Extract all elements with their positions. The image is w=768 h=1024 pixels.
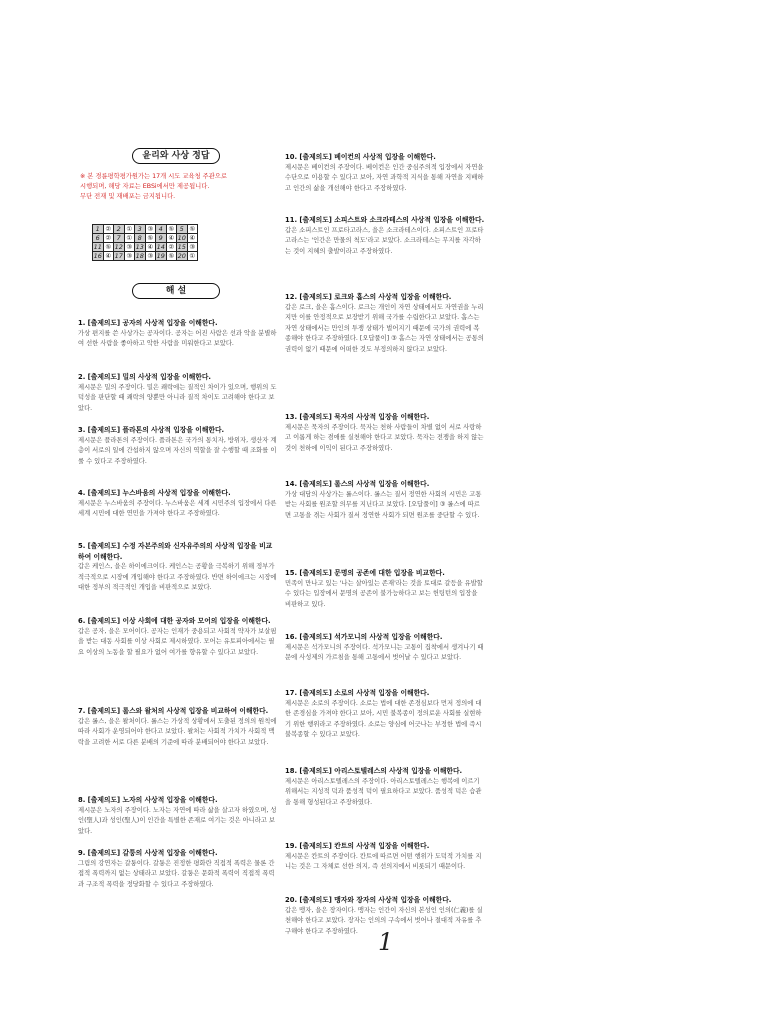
explanation-body: 제시문은 묵자의 주장이다. 묵자는 천하 사람들이 차별 없이 서로 사랑하고 이롭게 하는 겸애를 실천해야 한다고 보았다. 묵자는 전쟁을 하지 않는 것이 천하에 이익이 된다고 주장하였다.	[285, 423, 484, 452]
explanation-item	[78, 795, 278, 837]
answer-number: 3	[135, 225, 146, 234]
answer-choice: ①	[124, 234, 135, 243]
explanation-heading: 4. [출제의도] 누스바움의 사상적 입장을 이해한다.	[78, 489, 231, 497]
explanation-body: 제시문은 누스바움의 주장이다. 누스바움은 세계 시민주의 입장에서 다른 세계 시민에 대한 연민을 가져야 한다고 주장하였다.	[78, 499, 277, 517]
answer-row	[93, 243, 198, 252]
answer-number: 7	[114, 234, 125, 243]
explanation-item	[285, 688, 485, 741]
answer-choice: ⑤	[187, 225, 198, 234]
explanation-heading: 20. [출제의도] 맹자와 장자의 사상적 입장을 이해한다.	[285, 896, 452, 904]
answer-row	[93, 252, 198, 261]
explanation-body: 그림의 강연자는 갈퉁이다. 갈퉁은 진정한 평화란 직접적 폭력은 물론 간접적 폭력까지 없는 상태라고 보았다. 갈퉁은 문화적 폭력이 직접적 폭력과 구조적 폭력을 정당화할 수 있다고 주장하였다.	[78, 859, 275, 888]
answer-number: 9	[156, 234, 167, 243]
answer-choice: ②	[103, 234, 114, 243]
explanation-heading: 7. [출제의도] 롤스와 왈처의 사상적 입장을 비교하여 이해한다.	[78, 707, 269, 715]
explanation-item	[78, 541, 278, 594]
answer-choice: ④	[103, 252, 114, 261]
explanation-item	[285, 292, 485, 355]
explanation-item	[78, 372, 278, 414]
answer-choice: ⑤	[103, 243, 114, 252]
explanation-heading: 10. [출제의도] 베이컨의 사상적 입장을 이해한다.	[285, 153, 436, 161]
explanation-item	[285, 479, 485, 521]
explanation-body: 제시문은 소로의 주장이다. 소로는 법에 대한 존경심보다 먼저 정의에 대한 존경심을 가져야 한다고 보아, 시민 불복종이 정의로운 사회를 실현하기 위한 행위라고 주장하였다. 소로는 양심에 어긋나는 부정한 법에 즉시 불복종할 수 있다고 보았다.	[285, 699, 482, 738]
explanation-body: 갑은 소피스트인 프로타고라스, 을은 소크라테스이다. 소피스트인 프로타고라스는 '인간은 만물의 척도'라고 보았다. 소크라테스는 무지를 자각하는 것이 지혜의 출발이라고 주장하였다.	[285, 226, 484, 255]
explanation-heading: 3. [출제의도] 플라톤의 사상적 입장을 이해한다.	[78, 426, 225, 434]
explanation-item	[78, 318, 278, 350]
explanation-body: 제시문은 플라톤의 주장이다. 플라톤은 국가의 통치자, 방위자, 생산자 계층이 서로의 일에 간섭하지 않으며 자신의 역할을 잘 수행할 때 조화를 이룰 수 있다고 주장하였다.	[78, 436, 277, 465]
answer-choice: ⑤	[166, 252, 177, 261]
explanation-item	[285, 632, 485, 664]
answer-choice: ③	[124, 252, 135, 261]
explanation-body: 가상 대담의 사상가는 롤스이다. 롤스는 질서 정연한 사회의 시민은 고통받는 사회를 원조할 의무를 지닌다고 보았다. [오답풀이] ③ 롤스에 따르면 고통을 겪는 사회가 질서 정연한 사회가 되면 원조를 중단할 수 있다.	[285, 490, 482, 519]
notice-text	[80, 172, 280, 202]
explanation-heading: 15. [출제의도] 문명의 공존에 대한 입장을 비교한다.	[285, 569, 445, 577]
notice-line: 무단 전재 및 재배포는 금지됩니다.	[80, 193, 176, 200]
answer-choice: ①	[187, 252, 198, 261]
answer-number: 10	[177, 234, 186, 242]
answer-choice: ④	[187, 234, 198, 243]
explanation-item	[285, 766, 485, 808]
answer-number: 12	[114, 243, 123, 251]
answer-number: 18	[135, 252, 144, 260]
explanation-heading: 8. [출제의도] 노자의 사상적 입장을 이해한다.	[78, 796, 218, 804]
section-title-pill: 해 설	[132, 283, 220, 299]
explanation-body: 제시문은 밀의 주장이다. 밀은 쾌락에는 질적인 차이가 있으며, 행위의 도덕성을 판단할 때 쾌락의 양뿐만 아니라 질적 차이도 고려해야 한다고 보았다.	[78, 383, 277, 412]
explanation-heading: 13. [출제의도] 묵자의 사상적 입장을 이해한다.	[285, 413, 430, 421]
explanation-body: 제시문은 노자의 주장이다. 노자는 자연에 따라 삶을 살고자 하였으며, 성인(聖人)과 성인(聖人)이 인간을 특별한 존재로 여기는 것은 아니라고 보았다.	[78, 806, 277, 835]
answer-number: 2	[114, 225, 125, 234]
title-pill: 윤리와 사상 정답	[132, 148, 220, 164]
answer-number: 8	[135, 234, 146, 243]
answer-number: 20	[177, 252, 186, 260]
explanation-body: 가상 편지를 쓴 사상가는 공자이다. 공자는 어진 사람은 선과 악을 분별하여 선한 사람을 좋아하고 악한 사람을 미워한다고 보았다.	[78, 329, 277, 347]
explanation-item	[285, 841, 485, 873]
answer-number: 16	[93, 252, 102, 260]
explanation-item	[285, 215, 485, 257]
answer-choice: ③	[187, 243, 198, 252]
answer-number: 19	[156, 252, 165, 260]
explanation-heading: 2. [출제의도] 밀의 사상적 입장을 이해한다.	[78, 373, 211, 381]
explanation-body: 제시문은 아리스토텔레스의 주장이다. 아리스토텔레스는 행복에 이르기 위해서는 지성적 덕과 품성적 덕이 필요하다고 보았다. 품성적 덕은 습관을 통해 형성된다고 주장하였다.	[285, 777, 482, 806]
explanation-heading: 17. [출제의도] 소로의 사상적 입장을 이해한다.	[285, 689, 430, 697]
explanation-body: 갑은 로크, 을은 홉스이다. 로크는 개인이 자연 상태에서도 자연권을 누리지만 이를 안정적으로 보장받기 위해 국가를 수립한다고 보았다. 홉스는 자연 상태에서는 만인의 투쟁 상태가 벌어지기 때문에 국가의 권력에 복종해야 한다고 주장하였다. [오답풀이] ③ 홉스는 자연 상태에서는 공통의 권력이 없기 때문에 어떠한 것도 부정의하지 않다고 보았다.	[285, 303, 484, 353]
answer-choice: ③	[145, 225, 156, 234]
answer-choice: ⑤	[145, 234, 156, 243]
explanation-heading: 16. [출제의도] 석가모니의 사상적 입장을 이해한다.	[285, 633, 443, 641]
explanation-item	[78, 616, 278, 658]
explanation-item	[285, 568, 485, 610]
answer-choice: ②	[166, 243, 177, 252]
answer-number: 14	[156, 243, 165, 251]
explanation-heading: 12. [출제의도] 로크와 홉스의 사상적 입장을 이해한다.	[285, 293, 452, 301]
answer-row	[93, 225, 198, 234]
explanation-body: 민족이 만나고 있는 '나는 살아있는 존재'라는 것을 토대로 갈등을 유발할 수 있다는 입장에서 문명의 공존이 불가능하다고 보는 헌팅턴의 입장을 비판하고 있다.	[285, 579, 483, 608]
answer-number: 11	[93, 243, 102, 251]
explanation-heading: 5. [출제의도] 수정 자본주의와 신자유주의의 사상적 입장을 비교하여 이해한다.	[78, 542, 273, 561]
answer-number: 5	[177, 225, 188, 234]
answer-number: 13	[135, 243, 144, 251]
answer-table	[92, 224, 198, 261]
explanation-heading: 11. [출제의도] 소피스트와 소크라테스의 사상적 입장을 이해한다.	[285, 216, 485, 224]
explanation-item	[78, 848, 278, 890]
notice-line: ※ 본 경륜평학평가원가는 17개 시도 교육청 주관으로	[80, 173, 227, 180]
explanation-body: 제시문은 베이컨의 주장이다. 베이컨은 인간 중심주의적 입장에서 자연을 수단으로 이용할 수 있다고 보아, 자연 과학적 지식을 통해 자연을 지배하고 인간의 삶을 개선해야 한다고 주장하였다.	[285, 163, 484, 192]
explanation-heading: 1. [출제의도] 공자의 사상적 입장을 이해한다.	[78, 319, 218, 327]
answer-number: 6	[93, 234, 104, 243]
explanation-heading: 9. [출제의도] 갈퉁의 사상적 입장을 이해한다.	[78, 849, 218, 857]
page-number: 1	[378, 928, 394, 956]
answer-number: 17	[114, 252, 123, 260]
answer-choice: ③	[145, 252, 156, 261]
explanation-heading: 6. [출제의도] 이상 사회에 대한 공자와 모어의 입장을 이해한다.	[78, 617, 271, 625]
explanation-item	[78, 488, 278, 520]
answer-choice: ⑤	[166, 225, 177, 234]
explanation-item	[78, 425, 278, 467]
explanation-heading: 19. [출제의도] 칸트의 사상적 입장을 이해한다.	[285, 842, 430, 850]
explanation-item	[285, 895, 485, 935]
answer-choice: ④	[166, 234, 177, 243]
explanation-heading: 18. [출제의도] 아리스토텔레스의 사상적 입장을 이해한다.	[285, 767, 463, 775]
explanation-body: 갑은 케인스, 을은 하이에크이다. 케인스는 공황을 극복하기 위해 정부가 적극적으로 시장에 개입해야 한다고 주장하였다. 반면 하이에크는 시장에 대한 정부의 적극적인 개입을 비판적으로 보았다.	[78, 563, 277, 591]
explanation-body: 제시문은 칸트의 주장이다. 칸트에 따르면 어떤 행위가 도덕적 가치를 지니는 것은 그 자체로 선한 의지, 즉 선의지에서 비롯되기 때문이다.	[285, 852, 482, 870]
explanation-body: 갑은 맹자, 을은 장자이다. 맹자는 인간이 자신의 본성인 인의(仁義)를 실천해야 한다고 보았다. 장자는 인의의 구속에서 벗어나 절대적 자유를 추구해야 한다고 주장하였다.	[285, 906, 483, 935]
explanation-body: 갑은 롤스, 을은 왈처이다. 롤스는 가상적 상황에서 도출된 정의의 원칙에 따라 사회가 운영되어야 한다고 보았다. 왈처는 사회적 가치가 사회적 맥락을 고려한 서로 다른 분배의 기준에 따라 분배되어야 한다고 보았다.	[78, 717, 277, 746]
answer-choice: ④	[145, 243, 156, 252]
answer-choice: ②	[103, 225, 114, 234]
answer-number: 4	[156, 225, 167, 234]
explanation-item	[78, 706, 278, 748]
notice-line: 시행되며, 해당 자료는 EBSi에서만 제공됩니다.	[80, 183, 210, 190]
answer-number: 1	[93, 225, 104, 234]
explanation-body: 제시문은 석가모니의 주장이다. 석가모니는 고통이 집착에서 생겨나기 때문에 사성제의 가르침을 통해 고통에서 벗어날 수 있다고 보았다.	[285, 643, 484, 661]
answer-choice: ③	[124, 243, 135, 252]
answer-row	[93, 234, 198, 243]
explanation-item	[285, 412, 485, 454]
explanation-body: 갑은 공자, 을은 모어이다. 공자는 인재가 중용되고 사회적 약자가 보살핌을 받는 대동 사회를 이상 사회로 제시하였다. 모어는 유토피아에서는 필요 이상의 노동을 할 필요가 없어 여가를 향유할 수 있다고 보았다.	[78, 627, 277, 656]
explanation-item	[285, 152, 485, 194]
answer-choice: ①	[124, 225, 135, 234]
explanation-heading: 14. [출제의도] 롤스의 사상적 입장을 이해한다.	[285, 480, 430, 488]
answer-number: 15	[177, 243, 186, 251]
